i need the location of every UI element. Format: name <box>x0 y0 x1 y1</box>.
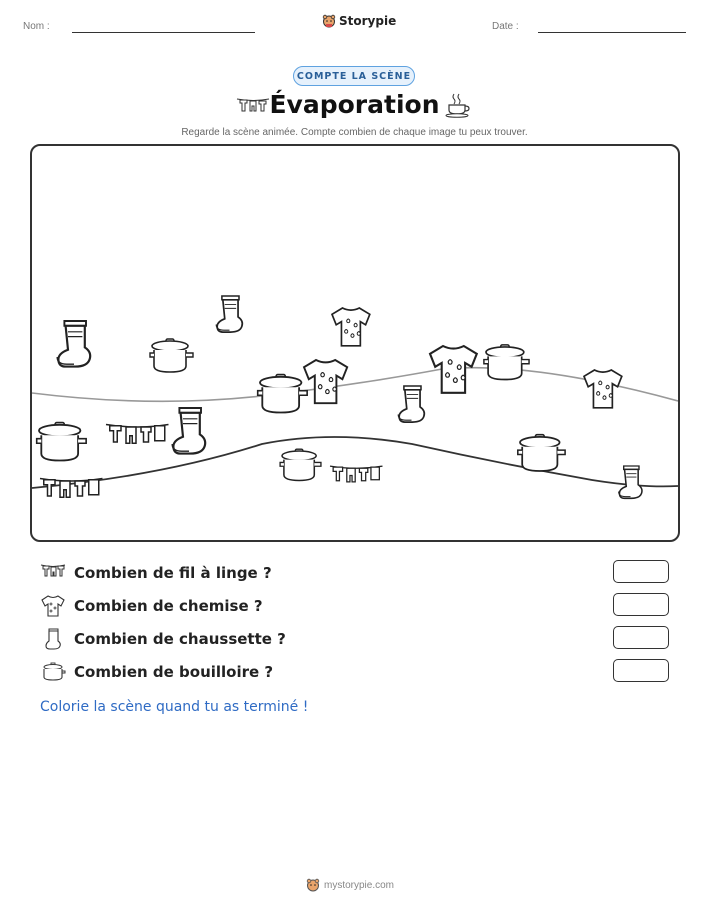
question-text: Combien de bouilloire ? <box>74 663 274 681</box>
question-row-sock <box>40 625 286 653</box>
answer-box-clothesline[interactable] <box>613 560 669 583</box>
sock <box>398 386 424 422</box>
pot <box>258 375 307 413</box>
steaming-cup-icon <box>444 92 472 118</box>
shirt <box>304 360 347 403</box>
pot-icon <box>40 661 66 683</box>
storypie-mascot-icon <box>322 14 336 28</box>
scene-drawing <box>32 146 678 540</box>
clothesline <box>330 466 383 482</box>
question-row-clothesline <box>40 559 272 587</box>
sock-icon <box>40 628 66 650</box>
name-label: Nom : <box>23 21 50 32</box>
pot <box>150 339 193 372</box>
question-text: Combien de chemise ? <box>74 597 263 615</box>
storypie-mascot-icon <box>306 878 320 892</box>
question-row-shirt <box>40 592 263 620</box>
name-line[interactable] <box>72 32 255 33</box>
pot <box>280 449 321 480</box>
sock <box>619 466 642 498</box>
sock <box>216 296 242 332</box>
back-hill-line <box>32 368 678 402</box>
shirt <box>584 370 622 408</box>
question-text: Combien de fil à linge ? <box>74 564 272 582</box>
footer-url[interactable]: mystorypie.com <box>324 879 395 891</box>
answer-box-sock[interactable] <box>613 626 669 649</box>
answer-box-shirt[interactable] <box>613 593 669 616</box>
footer <box>306 878 394 892</box>
coloring-instruction: Colorie la scène quand tu as terminé ! <box>40 699 309 715</box>
answer-box-pot[interactable] <box>613 659 669 682</box>
shirt-icon <box>40 595 66 617</box>
counting-scene <box>30 144 680 542</box>
pot <box>37 423 86 461</box>
page-title: Évaporation <box>269 90 440 119</box>
question-text: Combien de chaussette ? <box>74 630 286 648</box>
clothesline <box>106 425 169 444</box>
date-line[interactable] <box>538 32 686 33</box>
brand-logo <box>322 14 396 28</box>
clothesline-icon <box>40 562 66 584</box>
brand-name: Storypie <box>339 14 397 28</box>
pot <box>518 435 565 471</box>
question-row-pot <box>40 658 273 686</box>
date-label: Date : <box>492 21 519 32</box>
sock <box>172 408 205 454</box>
pot <box>484 345 529 380</box>
clothesline <box>40 479 103 498</box>
page-subtitle: Regarde la scène animée. Compte combien de chaque image tu peux trouver. <box>181 127 528 138</box>
activity-badge: COMPTE LA SCÈNE <box>293 66 415 86</box>
sock <box>57 321 90 367</box>
shirt <box>332 308 370 346</box>
